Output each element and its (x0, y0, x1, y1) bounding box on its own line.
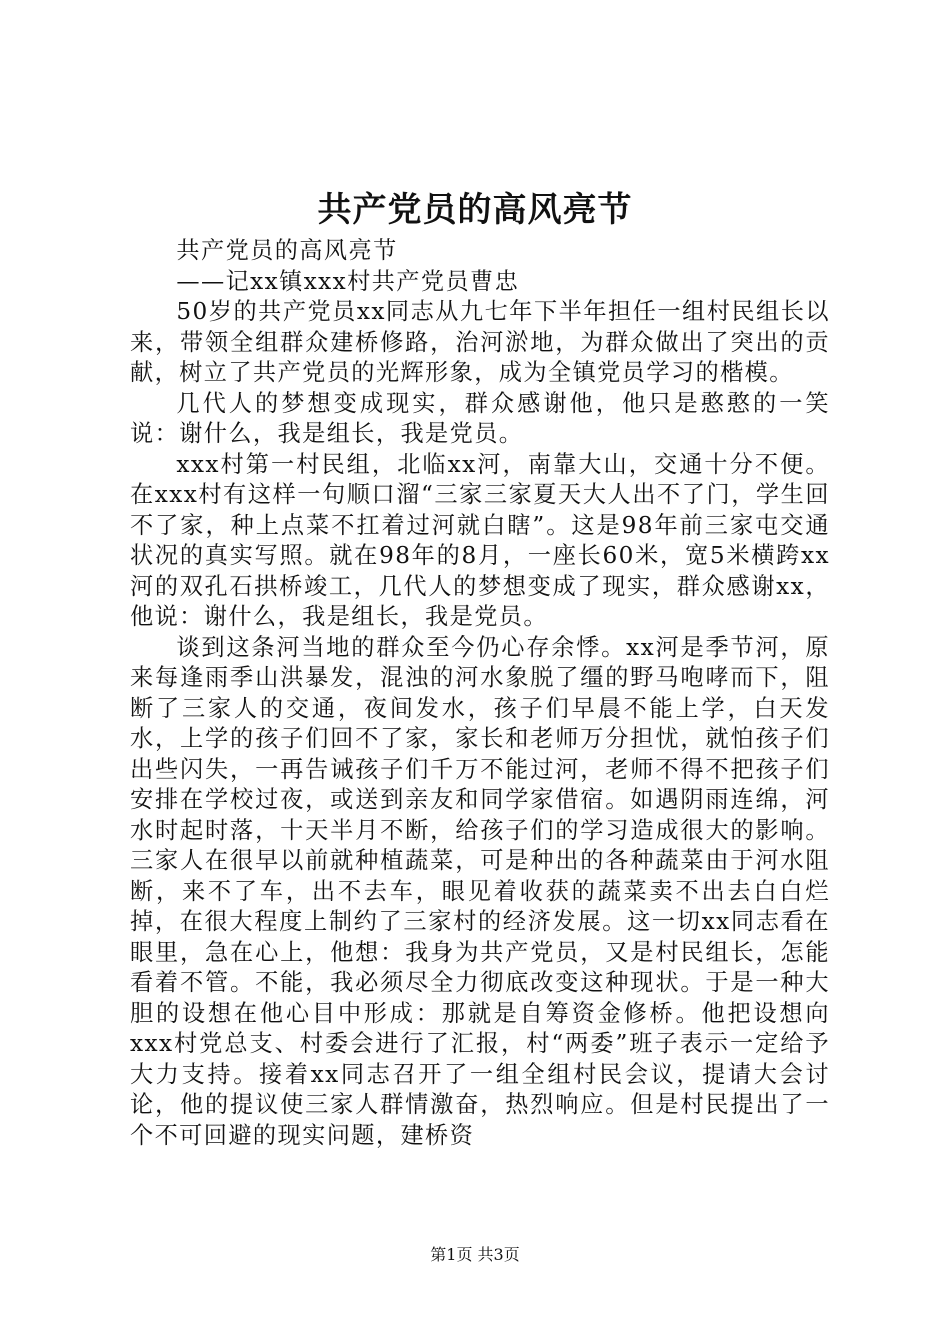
page-footer: 第1页 共3页 (430, 1245, 520, 1264)
byline-paragraph: ——记xx镇xxx村共产党员曹忠 (176, 267, 520, 295)
body-paragraph: xxx村第一村民组，北临xx河，南靠大山，交通十分不便。在xxx村有这样一句顺口溜“三家三家夏天大人出不了门，学生回不了家，种上点菜不扛着过河就白瞎”。这是98年前三家屯交通状况的真实写照。就在98年的8月，一座长60米，宽5米横跨xx河的双孔石拱桥竣工，几代人的梦想变成了现实，群众感谢xx，他说：谢什么，我是组长，我是党员。 (130, 450, 830, 630)
document-body (130, 236, 830, 1151)
document-title: 共产党员的高风亮节 (317, 190, 633, 230)
body-paragraph: 谈到这条河当地的群众至今仍心存余悸。xx河是季节河，原来每逢雨季山洪暴发，混浊的河水象脱了缰的野马咆哮而下，阻断了三家人的交通，夜间发水，孩子们早晨不能上学，白天发水，上学的孩子们回不了家，家长和老师万分担忧，就怕孩子们出些闪失，一再告诫孩子们千万不能过河，老师不得不把孩子们安排在学校过夜，或送到亲友和同学家借宿。如遇阴雨连绵，河水时起时落，十天半月不断，给孩子们的学习造成很大的影响。三家人在很早以前就种植蔬菜，可是种出的各种蔬菜由于河水阻断，来不了车，出不去车，眼见着收获的蔬菜卖不出去白白烂掉，在很大程度上制约了三家村的经济发展。这一切xx同志看在眼里，急在心上，他想：我身为共产党员，又是村民组长，怎能看着不管。不能，我必须尽全力彻底改变这种现状。于是一种大胆的设想在他心目中形成：那就是自筹资金修桥。他把设想向xxx村党总支、村委会进行了汇报，村“两委”班子表示一定给予大力支持。接着xx同志召开了一组全组村民会议，提请大会讨论，他的提议使三家人群情激奋，热烈响应。但是村民提出了一个不可回避的现实问题，建桥资 (130, 633, 830, 1149)
subtitle-paragraph: 共产党员的高风亮节 (176, 237, 398, 264)
body-paragraph: 50岁的共产党员xx同志从九七年下半年担任一组村民组长以来，带领全组群众建桥修路，治河淤地，为群众做出了突出的贡献，树立了共产党员的光辉形象，成为全镇党员学习的楷模。 (130, 298, 830, 386)
body-paragraph: 几代人的梦想变成现实，群众感谢他，他只是憨憨的一笑说：谢什么，我是组长，我是党员。 (130, 389, 830, 447)
